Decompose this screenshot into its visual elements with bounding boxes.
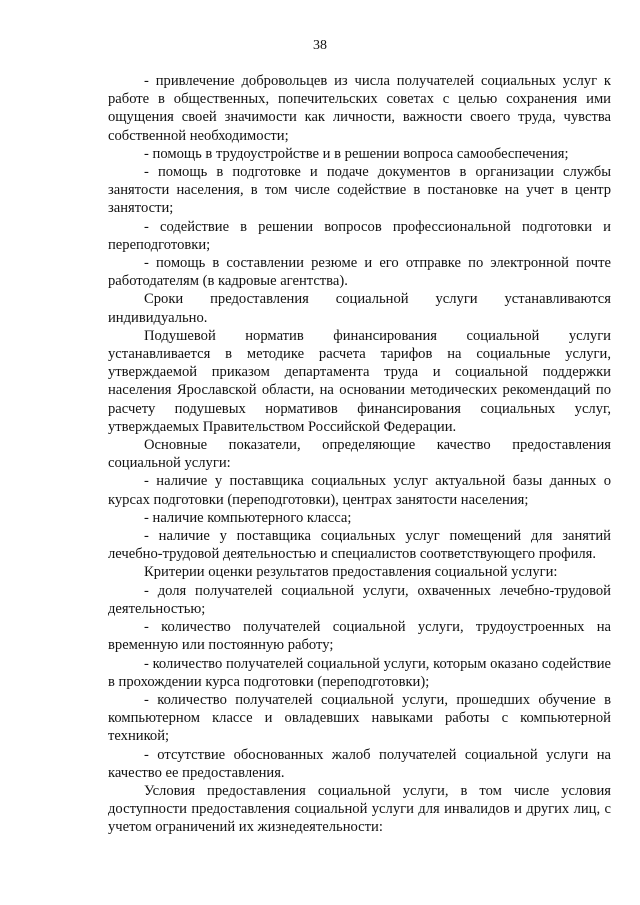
- page-number: 38: [313, 38, 327, 53]
- paragraph: - количество получателей социальной услуги, трудоустроенных на временную или постоянную работу;: [108, 619, 611, 654]
- paragraph: Условия предоставления социальной услуги, в том числе условия доступности предоставления социальной услуги для инвалидов и других лиц, с учетом ограничений их жизнедеятельности:: [108, 782, 611, 836]
- paragraph: Основные показатели, определяющие качество предоставления социальной услуги:: [108, 437, 611, 472]
- paragraph: - количество получателей социальной услуги, прошедших обучение в компьютерном классе и овладевших навыками работы с компьютерной техникой;: [108, 691, 611, 745]
- paragraph: - наличие у поставщика социальных услуг помещений для занятий лечебно-трудовой деятельностью и специалистов соответствующего профиля.: [108, 528, 611, 563]
- paragraph: - содействие в решении вопросов профессиональной подготовки и переподготовки;: [108, 218, 611, 253]
- paragraph: - наличие у поставщика социальных услуг актуальной базы данных о курсах подготовки (переподготовки), центрах занятости населения;: [108, 473, 611, 508]
- paragraph: - доля получателей социальной услуги, охваченных лечебно-трудовой деятельностью;: [108, 582, 611, 617]
- paragraph: - помощь в составлении резюме и его отправке по электронной почте работодателям (в кадровые агентства).: [108, 255, 611, 290]
- paragraph: Критерии оценки результатов предоставления социальной услуги:: [144, 564, 558, 581]
- paragraph: Сроки предоставления социальной услуги устанавливаются индивидуально.: [108, 291, 611, 326]
- paragraph: - помощь в трудоустройстве и в решении вопроса самообеспечения;: [144, 145, 569, 162]
- paragraph: - привлечение добровольцев из числа получателей социальных услуг к работе в общественных, попечительских советах с целью сохранения ими ощущения своей значимости как личности, важности своего труда, чувства собственной необходимости;: [108, 73, 611, 144]
- paragraph: - количество получателей социальной услуги, которым оказано содействие в прохождении курса подготовки (переподготовки);: [108, 655, 611, 690]
- document-body: [108, 72, 611, 837]
- paragraph: Подушевой норматив финансирования социальной услуги устанавливается в методике расчета тарифов на социальные услуги, утверждаемой приказом департамента труда и социальной поддержки населения Ярославской области, на основании методических рекомендаций по расчету подушевых нормативов финансирования социальных услуг, утверждаемых Правительством Российской Федерации.: [108, 327, 611, 435]
- paragraph: - отсутствие обоснованных жалоб получателей социальной услуги на качество ее предоставления.: [108, 746, 611, 781]
- paragraph: - наличие компьютерного класса;: [144, 509, 352, 526]
- paragraph: - помощь в подготовке и подаче документов в организации службы занятости населения, в том числе содействие в постановке на учет в центр занятости;: [108, 164, 611, 217]
